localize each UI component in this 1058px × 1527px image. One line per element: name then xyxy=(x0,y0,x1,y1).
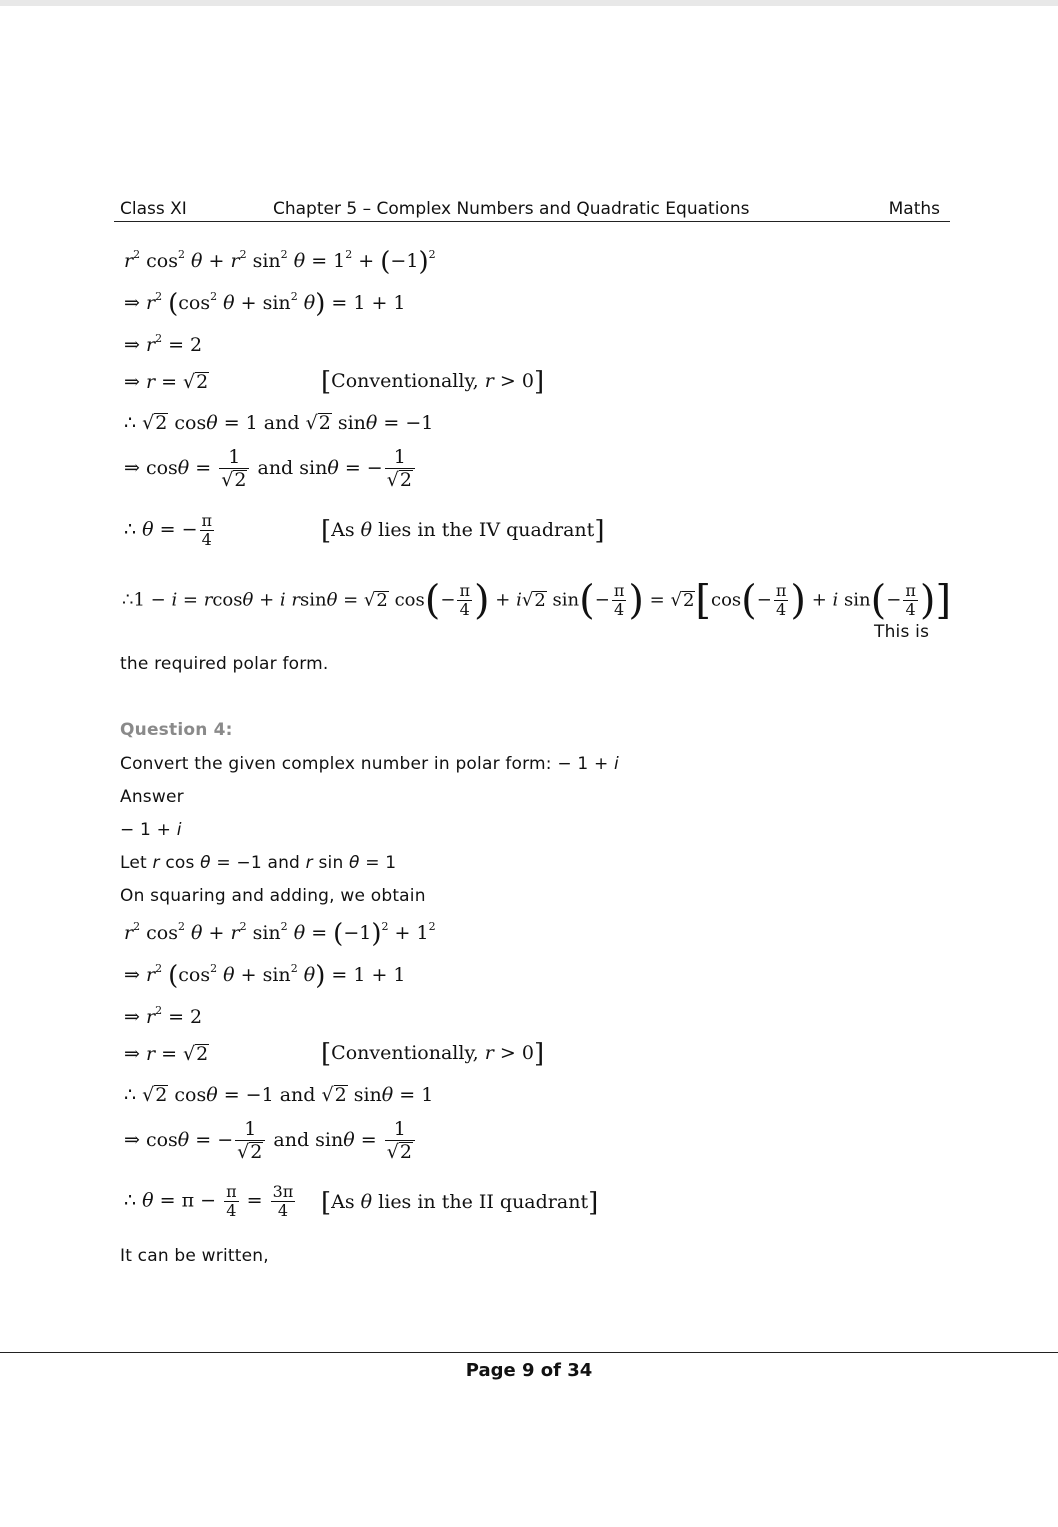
q4-equation-line-6: ⇒ cosθ = − $\frac{1}{√2}$ and sinθ = $\frac{1}{√2}$ xyxy=(124,1119,417,1163)
q4-equation-line-5: ∴ √2 cosθ = −1 and √2 sinθ = 1 xyxy=(124,1084,434,1106)
equation-line-7: ∴ θ = − $\frac{\pi}{4}$ xyxy=(124,511,213,549)
page-number: Page 9 of 34 xyxy=(465,1360,593,1381)
equation-line-3: ⇒ $r^2 = 2$ xyxy=(124,332,203,356)
q4-equation-line-2: ⇒ $r^2$ ($\cos^2$ $\theta + \sin^2 \theta) = 1 + 1$ xyxy=(124,961,406,991)
equation-line-6: ⇒ cosθ = $\frac{1}{√2}$ and sinθ = − $\frac{1}{√2}$ xyxy=(124,447,417,491)
q4-equation-line-4: ⇒ r = √2 xyxy=(124,1043,209,1065)
chapter-title: Chapter 5 – Complex Numbers and Quadratic Equations xyxy=(273,199,750,219)
equation-line-5: ∴ √2 cosθ = 1 and √2 sinθ = −1 xyxy=(124,412,434,434)
given-expression xyxy=(120,820,182,840)
equation-line-2: ⇒ $r^2$ ($\cos^2$ $\theta + \sin^2 \theta) = 1 + 1$ xyxy=(124,289,406,319)
q4-equation-line-7: ∴ θ = π − $\frac{\pi}{4}$ = $\frac{3\pi}{4}$ xyxy=(124,1182,294,1220)
top-border xyxy=(0,0,1058,6)
closing-text: It can be written, xyxy=(120,1246,269,1266)
subject-label: Maths xyxy=(888,199,940,219)
page-header xyxy=(114,197,950,222)
conclusion-text: the required polar form. xyxy=(120,654,329,674)
equation-line-4: ⇒ r = √2 xyxy=(124,371,209,393)
class-label: Class XI xyxy=(120,199,187,219)
equation-line-1: $r^2$ $\cos^2 \theta + r^2$ $\sin^2 \theta = 1^2 + (-1)^2$ xyxy=(124,247,436,277)
imaginary-unit: i xyxy=(614,754,619,774)
equation-line-8: ∴1 − i = rcosθ + i rsinθ = √2 cos(− $\frac{\pi}{4}$ ) + i√2 sin(− $\frac{\pi}{4}$ ) = √2[cos(− $\frac{\pi}{4}$ ) + i sin(− $\frac{\pi}{4}$ )] xyxy=(122,577,952,624)
note-conventionally-2: [Conventionally, r > 0] xyxy=(321,1039,545,1069)
q4-equation-line-1: $r^2$ $\cos^2 \theta + r^2$ $\sin^2 \theta = (-1)^2 + 1^2$ xyxy=(124,919,436,949)
given-expression-text: − 1 + xyxy=(120,820,177,840)
this-is-text: This is xyxy=(874,622,930,642)
note-conventionally-1: [Conventionally, r > 0] xyxy=(321,367,545,397)
q4-equation-line-3: ⇒ $r^2 = 2$ xyxy=(124,1004,203,1028)
imaginary-unit: i xyxy=(176,820,182,840)
footer-divider xyxy=(0,1352,1058,1353)
answer-label: Answer xyxy=(120,787,184,807)
let-statement: Let r cos θ = −1 and r sin θ = 1 xyxy=(120,853,397,873)
note-quadrant-iv: [As θ lies in the IV quadrant] xyxy=(321,516,605,546)
question-4-prompt xyxy=(120,754,619,774)
question-4-prompt-text: Convert the given complex number in polar form: − 1 + xyxy=(120,754,615,774)
squaring-statement: On squaring and adding, we obtain xyxy=(120,886,426,906)
question-4-heading: Question 4: xyxy=(120,720,233,740)
note-quadrant-ii: [As θ lies in the II quadrant] xyxy=(321,1188,599,1218)
